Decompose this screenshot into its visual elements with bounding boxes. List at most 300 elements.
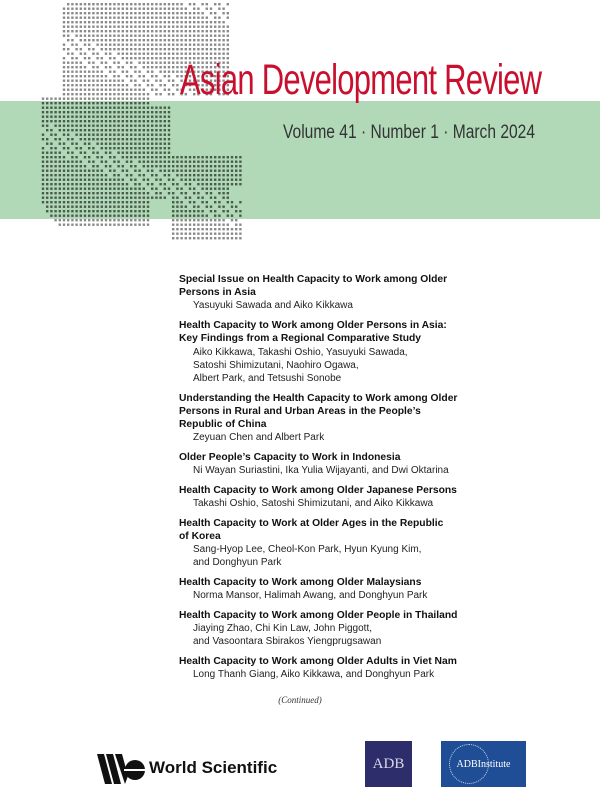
globe-dot [71, 8, 73, 10]
globe-dot [193, 12, 195, 14]
globe-dot [122, 201, 124, 203]
globe-dot [231, 237, 233, 239]
globe-dot [63, 48, 65, 50]
globe-dot [151, 138, 153, 140]
globe-dot [193, 219, 195, 221]
globe-dot [176, 30, 178, 32]
article-title: Special Issue on Health Capacity to Work among Older [179, 274, 448, 285]
globe-dot [193, 206, 195, 208]
globe-dot [159, 107, 161, 109]
globe-dot [180, 179, 182, 181]
globe-dot [46, 156, 48, 158]
globe-dot [54, 102, 56, 104]
globe-dot [71, 21, 73, 23]
globe-dot [130, 201, 132, 203]
globe-dot [113, 98, 115, 100]
globe-dot [75, 21, 77, 23]
globe-dot [138, 170, 140, 172]
globe-dot [206, 206, 208, 208]
globe-dot [210, 233, 212, 235]
globe-dot [96, 183, 98, 185]
globe-dot [92, 84, 94, 86]
globe-dot [138, 39, 140, 41]
globe-dot [151, 170, 153, 172]
globe-dot [193, 192, 195, 194]
globe-dot [54, 98, 56, 100]
globe-dot [197, 210, 199, 212]
globe-dot [147, 206, 149, 208]
globe-dot [92, 75, 94, 77]
globe-dot [143, 12, 145, 14]
globe-dot [147, 152, 149, 154]
globe-dot [159, 120, 161, 122]
globe-dot [138, 93, 140, 95]
globe-dot [96, 102, 98, 104]
globe-dot [189, 30, 191, 32]
globe-dot [80, 30, 82, 32]
globe-dot [155, 188, 157, 190]
globe-dot [155, 174, 157, 176]
globe-dot [138, 53, 140, 55]
globe-dot [235, 224, 237, 226]
globe-dot [155, 48, 157, 50]
globe-dot [147, 21, 149, 23]
globe-dot [50, 143, 52, 145]
globe-dot [63, 174, 65, 176]
globe-dot [239, 233, 241, 235]
globe-dot [101, 17, 103, 19]
globe-dot [210, 206, 212, 208]
world-scientific-name: World Scientific [149, 758, 278, 777]
globe-dot [84, 89, 86, 91]
globe-dot [143, 129, 145, 131]
globe-dot [185, 44, 187, 46]
globe-dot [168, 165, 170, 167]
globe-dot [134, 188, 136, 190]
globe-dot [84, 179, 86, 181]
globe-dot [101, 215, 103, 217]
globe-dot [63, 111, 65, 113]
globe-dot [63, 57, 65, 59]
globe-dot [197, 183, 199, 185]
article-title: Health Capacity to Work at Older Ages in the Republic [179, 517, 444, 529]
globe-dot [59, 125, 61, 127]
globe-dot [88, 224, 90, 226]
globe-dot [92, 53, 94, 55]
globe-dot [155, 197, 157, 199]
globe-dot [172, 35, 174, 37]
globe-dot [222, 228, 224, 230]
globe-dot [101, 206, 103, 208]
globe-dot [159, 125, 161, 127]
globe-dot [210, 224, 212, 226]
globe-dot [67, 120, 69, 122]
globe-dot [193, 224, 195, 226]
globe-dot [222, 44, 224, 46]
globe-dot [46, 188, 48, 190]
globe-dot [143, 57, 145, 59]
globe-dot [122, 57, 124, 59]
globe-dot [59, 143, 61, 145]
globe-dot [96, 71, 98, 73]
globe-dot [54, 210, 56, 212]
globe-dot [206, 215, 208, 217]
globe-dot [180, 8, 182, 10]
globe-dot [96, 107, 98, 109]
globe-dot [84, 44, 86, 46]
globe-dot [189, 44, 191, 46]
globe-dot [197, 48, 199, 50]
globe-dot [105, 98, 107, 100]
globe-dot [117, 39, 119, 41]
globe-dot [117, 134, 119, 136]
globe-dot [75, 93, 77, 95]
globe-dot [75, 12, 77, 14]
globe-dot [96, 44, 98, 46]
globe-dot [63, 84, 65, 86]
globe-dot [92, 3, 94, 5]
globe-dot [59, 129, 61, 131]
globe-dot [176, 84, 178, 86]
globe-dot [126, 57, 128, 59]
globe-dot [42, 107, 44, 109]
globe-dot [75, 35, 77, 37]
globe-dot [147, 197, 149, 199]
globe-dot [222, 224, 224, 226]
globe-dot [130, 206, 132, 208]
globe-dot [105, 12, 107, 14]
globe-dot [214, 183, 216, 185]
article-authors: Aiko Kikkawa, Takashi Oshio, Yasuyuki Sawada, [193, 346, 408, 358]
globe-dot [46, 206, 48, 208]
globe-dot [147, 161, 149, 163]
globe-dot [92, 8, 94, 10]
globe-dot [172, 39, 174, 41]
globe-dot [122, 71, 124, 73]
globe-dot [134, 165, 136, 167]
globe-dot [147, 165, 149, 167]
globe-dot [185, 26, 187, 28]
globe-dot [138, 12, 140, 14]
article-title: Republic of China [179, 419, 267, 431]
globe-dot [88, 8, 90, 10]
globe-dot [168, 17, 170, 19]
globe-dot [80, 102, 82, 104]
globe-dot [42, 98, 44, 100]
globe-dot [101, 170, 103, 172]
globe-dot [126, 12, 128, 14]
globe-dot [67, 206, 69, 208]
globe-dot [176, 237, 178, 239]
globe-dot [50, 206, 52, 208]
globe-dot [92, 80, 94, 82]
toc-entry [179, 655, 559, 681]
globe-dot [92, 30, 94, 32]
globe-dot [176, 215, 178, 217]
globe-dot [180, 30, 182, 32]
globe-dot [105, 84, 107, 86]
globe-dot [222, 174, 224, 176]
globe-dot [122, 89, 124, 91]
globe-dot [67, 210, 69, 212]
globe-dot [222, 39, 224, 41]
globe-dot [168, 75, 170, 77]
globe-dot [105, 215, 107, 217]
globe-dot [71, 62, 73, 64]
globe-dot [143, 35, 145, 37]
globe-dot [75, 62, 77, 64]
globe-dot [151, 75, 153, 77]
article-authors: Sang-Hyop Lee, Cheol-Kon Park, Hyun Kyung Kim, [193, 544, 422, 556]
globe-dot [101, 71, 103, 73]
globe-dot [172, 210, 174, 212]
globe-dot [138, 17, 140, 19]
globe-dot [113, 75, 115, 77]
globe-dot [197, 237, 199, 239]
globe-dot [75, 48, 77, 50]
globe-dot [80, 71, 82, 73]
globe-dot [88, 89, 90, 91]
globe-dot [67, 62, 69, 64]
globe-dot [117, 93, 119, 95]
globe-dot [117, 183, 119, 185]
globe-dot [159, 84, 161, 86]
globe-dot [122, 152, 124, 154]
globe-dot [113, 179, 115, 181]
globe-dot [105, 161, 107, 163]
globe-dot [59, 224, 61, 226]
globe-dot [113, 134, 115, 136]
globe-dot [210, 8, 212, 10]
globe-dot [113, 84, 115, 86]
globe-dot [134, 39, 136, 41]
globe-dot [42, 188, 44, 190]
globe-dot [84, 98, 86, 100]
globe-dot [117, 152, 119, 154]
globe-dot [92, 48, 94, 50]
globe-dot [126, 26, 128, 28]
globe-dot [67, 152, 69, 154]
globe-dot [101, 35, 103, 37]
globe-dot [176, 161, 178, 163]
globe-dot [180, 48, 182, 50]
globe-dot [176, 71, 178, 73]
globe-dot [159, 62, 161, 64]
globe-dot [138, 152, 140, 154]
globe-dot [168, 174, 170, 176]
globe-dot [101, 93, 103, 95]
globe-dot [130, 161, 132, 163]
globe-dot [101, 102, 103, 104]
globe-dot [147, 98, 149, 100]
globe-dot [218, 35, 220, 37]
globe-dot [105, 192, 107, 194]
globe-dot [222, 12, 224, 14]
globe-dot [109, 179, 111, 181]
globe-dot [159, 138, 161, 140]
globe-dot [147, 71, 149, 73]
globe-dot [130, 44, 132, 46]
globe-dot [75, 179, 77, 181]
globe-dot [130, 152, 132, 154]
globe-dot [80, 188, 82, 190]
globe-dot [105, 125, 107, 127]
globe-dot [92, 215, 94, 217]
globe-dot [80, 84, 82, 86]
globe-dot [126, 53, 128, 55]
globe-dot [54, 179, 56, 181]
globe-dot [126, 224, 128, 226]
globe-dot [143, 26, 145, 28]
globe-dot [227, 35, 229, 37]
globe-dot [164, 66, 166, 68]
globe-dot [88, 93, 90, 95]
globe-dot [147, 179, 149, 181]
globe-dot [59, 215, 61, 217]
globe-dot [214, 201, 216, 203]
globe-dot [134, 224, 136, 226]
globe-dot [101, 219, 103, 221]
globe-dot [80, 39, 82, 41]
globe-dot [222, 219, 224, 221]
globe-dot [185, 192, 187, 194]
globe-dot [75, 71, 77, 73]
globe-dot [155, 192, 157, 194]
globe-dot [168, 143, 170, 145]
article-authors: Norma Mansor, Halimah Awang, and Donghyun Park [193, 590, 428, 602]
globe-dot [151, 134, 153, 136]
globe-dot [75, 3, 77, 5]
globe-dot [151, 12, 153, 14]
globe-dot [42, 192, 44, 194]
globe-dot [84, 26, 86, 28]
globe-dot [168, 71, 170, 73]
globe-dot [105, 17, 107, 19]
globe-dot [164, 120, 166, 122]
globe-dot [180, 174, 182, 176]
globe-dot [101, 188, 103, 190]
globe-dot [63, 143, 65, 145]
globe-dot [155, 8, 157, 10]
globe-dot [189, 161, 191, 163]
adbi-logo-text: ADBInstitute [456, 758, 511, 770]
globe-dot [113, 197, 115, 199]
globe-dot [59, 170, 61, 172]
globe-dot [88, 62, 90, 64]
globe-dot [222, 26, 224, 28]
globe-dot [80, 147, 82, 149]
globe-dot [122, 53, 124, 55]
globe-dot [126, 210, 128, 212]
globe-dot [96, 188, 98, 190]
globe-dot [71, 161, 73, 163]
globe-dot [214, 215, 216, 217]
globe-dot [164, 48, 166, 50]
globe-dot [222, 170, 224, 172]
globe-dot [201, 44, 203, 46]
issue-info: Volume 41 · Number 1 · March 2024 [283, 122, 535, 143]
globe-dot [206, 161, 208, 163]
globe-dot [206, 228, 208, 230]
globe-dot [239, 179, 241, 181]
globe-dot [84, 53, 86, 55]
globe-dot [134, 116, 136, 118]
globe-dot [88, 48, 90, 50]
globe-dot [84, 156, 86, 158]
globe-dot [117, 161, 119, 163]
globe-dot [176, 89, 178, 91]
globe-dot [80, 120, 82, 122]
globe-dot [147, 129, 149, 131]
globe-dot [206, 201, 208, 203]
globe-dot [235, 170, 237, 172]
globe-dot [206, 188, 208, 190]
globe-dot [151, 143, 153, 145]
toc-entry [179, 451, 559, 477]
globe-dot [168, 57, 170, 59]
globe-dot [130, 188, 132, 190]
globe-dot [138, 147, 140, 149]
globe-dot [126, 129, 128, 131]
globe-dot [54, 188, 56, 190]
globe-dot [126, 147, 128, 149]
globe-dot [180, 210, 182, 212]
globe-dot [189, 21, 191, 23]
globe-dot [201, 219, 203, 221]
globe-dot [63, 116, 65, 118]
globe-dot [84, 206, 86, 208]
globe-dot [122, 192, 124, 194]
globe-dot [109, 80, 111, 82]
globe-dot [80, 98, 82, 100]
globe-dot [206, 48, 208, 50]
globe-dot [46, 98, 48, 100]
globe-dot [164, 161, 166, 163]
globe-dot [143, 201, 145, 203]
globe-dot [206, 174, 208, 176]
globe-dot [59, 192, 61, 194]
globe-dot [126, 89, 128, 91]
globe-dot [231, 161, 233, 163]
globe-dot [218, 228, 220, 230]
globe-dot [151, 48, 153, 50]
globe-dot [109, 21, 111, 23]
globe-dot [197, 26, 199, 28]
globe-dot [235, 210, 237, 212]
globe-dot [197, 215, 199, 217]
globe-dot [172, 3, 174, 5]
globe-dot [151, 35, 153, 37]
globe-dot [96, 120, 98, 122]
globe-dot [92, 188, 94, 190]
globe-dot [138, 215, 140, 217]
globe-dot [214, 156, 216, 158]
globe-dot [155, 161, 157, 163]
globe-dot [164, 183, 166, 185]
globe-dot [75, 215, 77, 217]
globe-dot [46, 111, 48, 113]
globe-dot [214, 17, 216, 19]
globe-dot [130, 17, 132, 19]
globe-dot [67, 125, 69, 127]
globe-dot [63, 12, 65, 14]
globe-dot [159, 39, 161, 41]
globe-dot [134, 179, 136, 181]
globe-dot [80, 116, 82, 118]
globe-dot [193, 215, 195, 217]
globe-dot [71, 129, 73, 131]
globe-dot [143, 107, 145, 109]
